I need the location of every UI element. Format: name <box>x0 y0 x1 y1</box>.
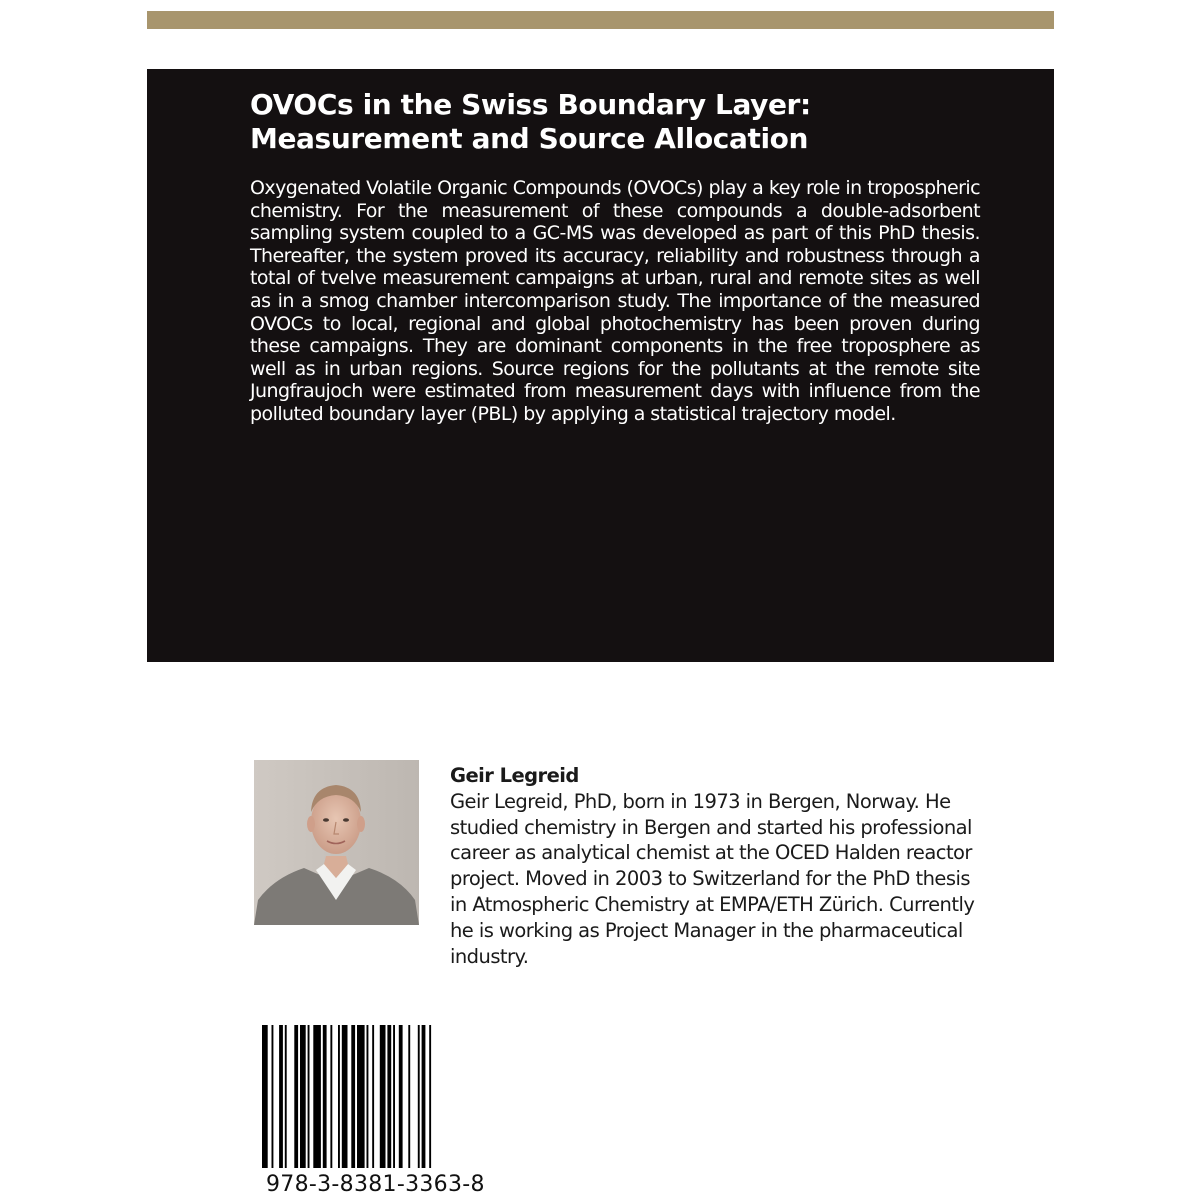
barcode-bar <box>330 1025 332 1168</box>
top-gold-band <box>147 11 1054 29</box>
isbn-number: 978-3-8381-3363-8 <box>266 1172 485 1197</box>
barcode-bar <box>300 1025 306 1168</box>
barcode-bar <box>429 1025 431 1168</box>
barcode-bar <box>279 1025 283 1168</box>
barcode-bar <box>422 1025 426 1168</box>
barcode-bar <box>262 1025 268 1168</box>
barcode-bar <box>338 1025 340 1168</box>
book-blurb: Oxygenated Volatile Organic Compounds (OVOCs) play a key role in tropospheric chemistry. For the measurement of these compounds a double-adsorbent sampling system coupled to a GC-MS was developed as part of this PhD thesis. Thereafter, the system proved its accuracy, reliability and robustness through a total of tvelve measurement campaigns at urban, rural and remote sites as well as in a smog chamber intercomparison study. The importance of the measured OVOCs to local, regional and global photochemistry has been proven during these campaigns. They are dominant components in the free troposphere as well as in urban regions. Source regions for the pollutants at the remote site Jungfraujoch were estimated from measurement days with influence from the polluted boundary layer (PBL) by applying a statistical trajectory model. <box>250 177 980 425</box>
barcode-bar <box>372 1025 374 1168</box>
barcode-bar <box>342 1025 348 1168</box>
barcode-bar <box>380 1025 386 1168</box>
barcode-bar <box>399 1025 403 1168</box>
author-name: Geir Legreid <box>450 764 579 787</box>
barcode-bar <box>323 1025 327 1168</box>
barcode-bar <box>285 1025 287 1168</box>
barcode <box>260 1025 530 1168</box>
author-photo <box>254 760 419 925</box>
author-bio: Geir Legreid, PhD, born in 1973 in Bergen, Norway. He studied chemistry in Bergen and started his professional career as analytical chemist at the OCED Halden reactor project. Moved in 2003 to Switzerland for the PhD thesis in Atmospheric Chemistry at EMPA/ETH Zürich. Currently he is working as Project Manager in the pharmaceutical industry. <box>450 789 975 968</box>
barcode-bar <box>357 1025 365 1168</box>
barcode-bar <box>418 1025 420 1168</box>
book-title: OVOCs in the Swiss Boundary Layer: Measurement and Source Allocation <box>250 88 811 155</box>
barcode-bar <box>313 1025 321 1168</box>
blurb-panel <box>147 69 1054 662</box>
barcode-bar <box>294 1025 298 1168</box>
barcode-bar <box>393 1025 395 1168</box>
barcode-bar <box>308 1025 310 1168</box>
barcode-bar <box>367 1025 369 1168</box>
barcode-bar <box>351 1025 355 1168</box>
author-block <box>450 763 980 969</box>
barcode-bar <box>387 1025 391 1168</box>
barcode-bar <box>272 1025 274 1168</box>
barcode-bar <box>408 1025 410 1168</box>
